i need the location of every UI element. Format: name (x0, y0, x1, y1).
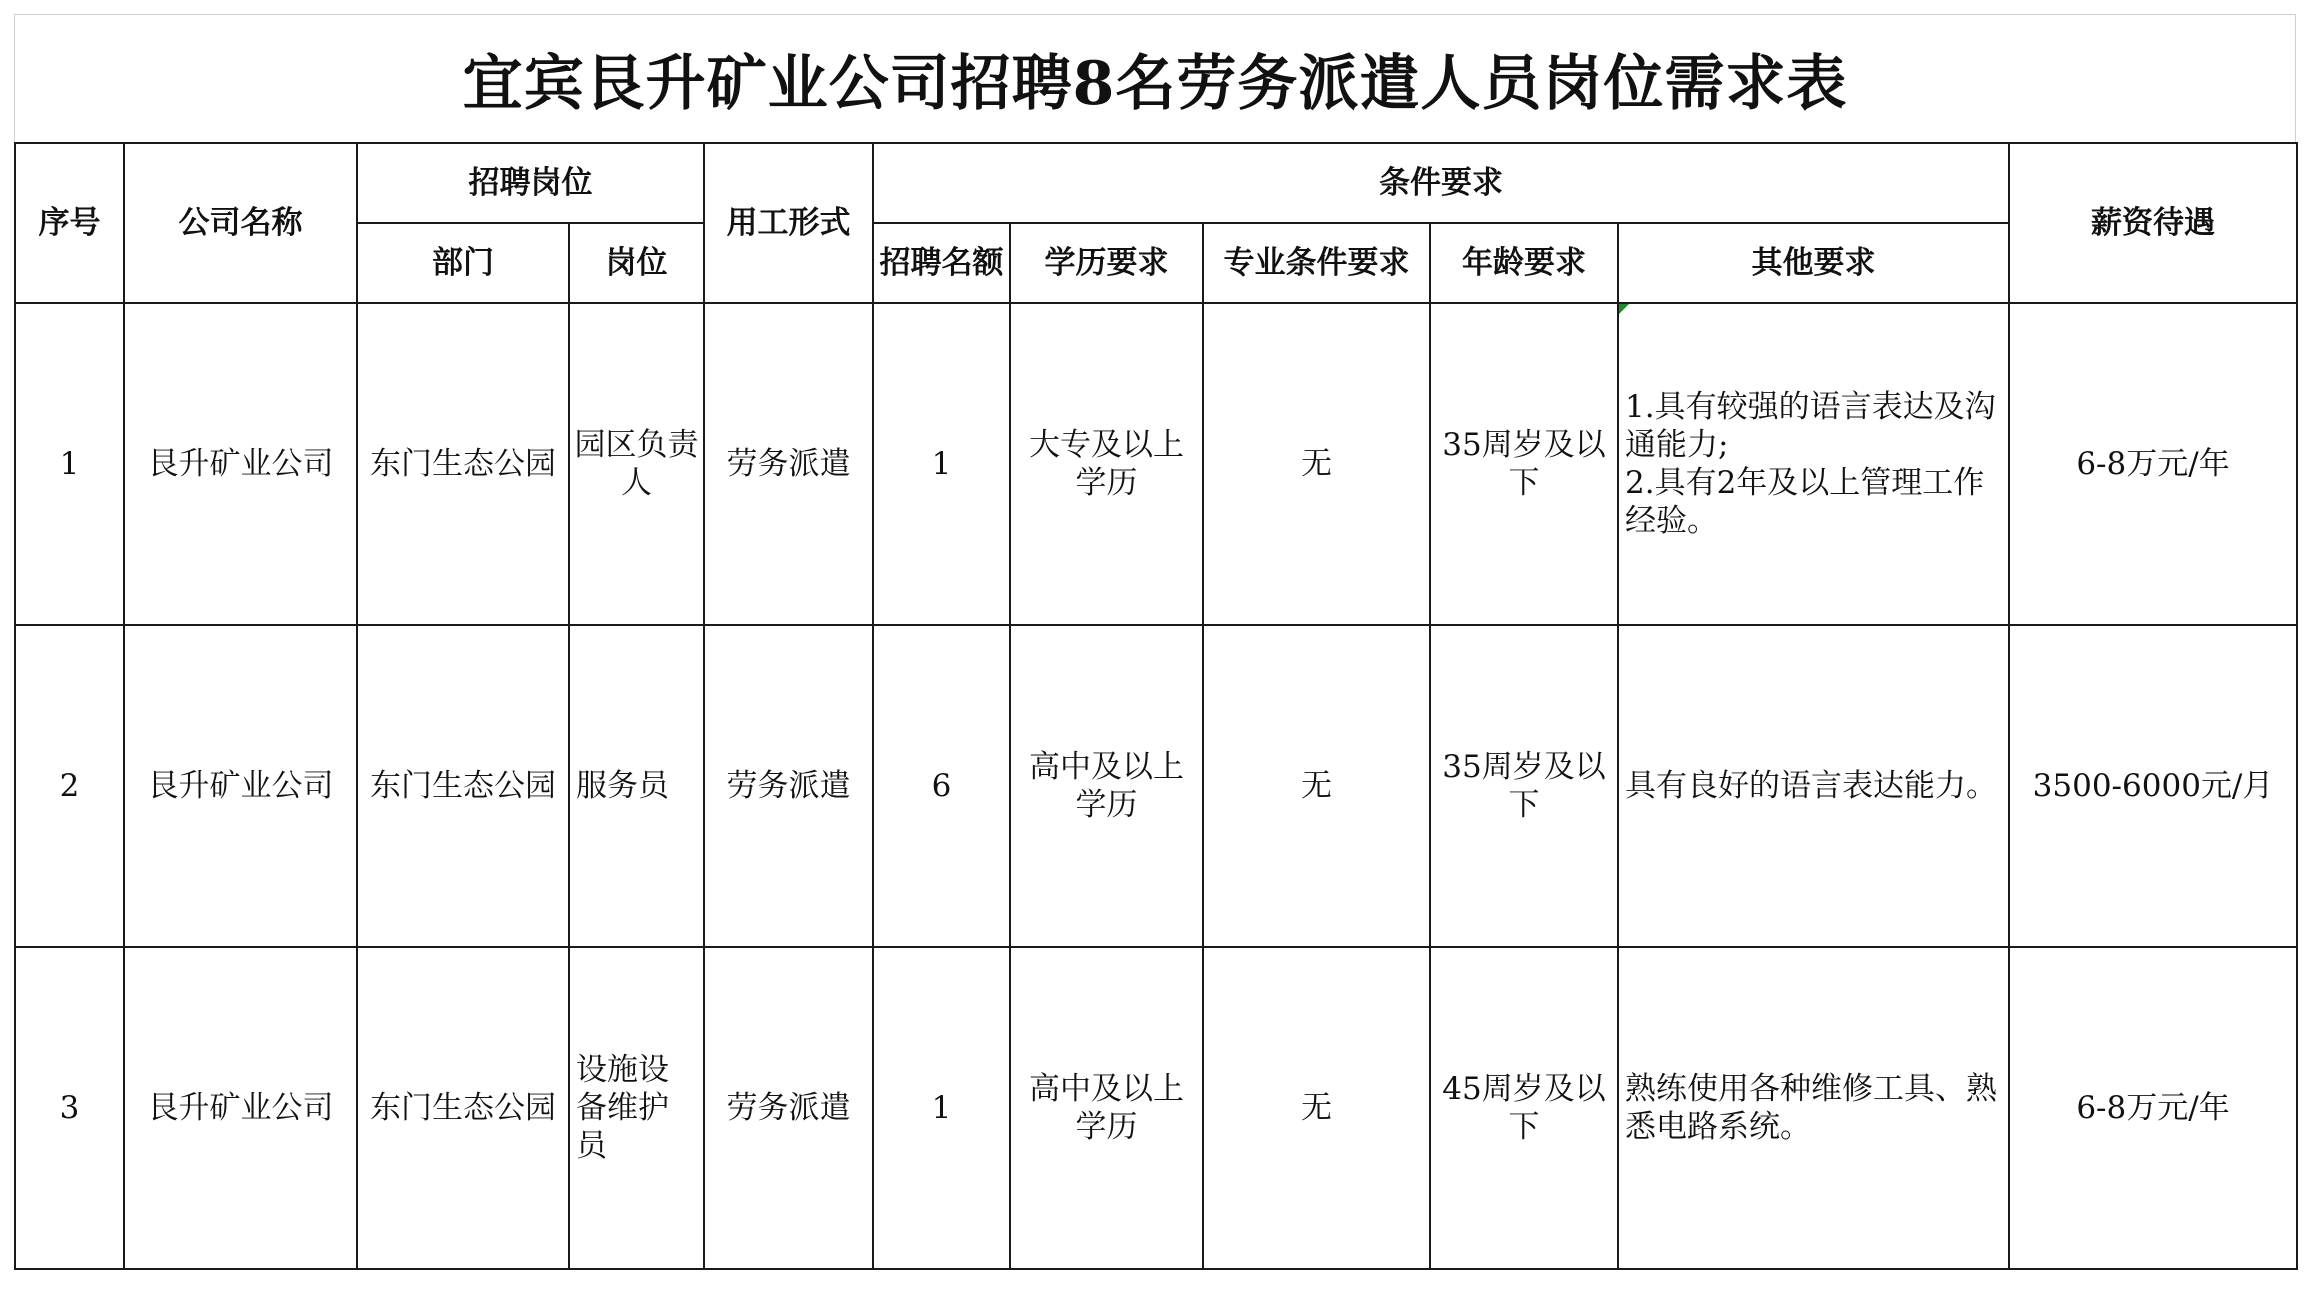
cell-education[interactable]: 高中及以上学历 (1010, 947, 1203, 1269)
cell-quota[interactable]: 1 (873, 947, 1010, 1269)
cell-major[interactable]: 无 (1203, 947, 1430, 1269)
header-conditions-group[interactable]: 条件要求 (873, 143, 2009, 223)
header-seq[interactable]: 序号 (15, 143, 124, 303)
cell-quota[interactable]: 6 (873, 625, 1010, 947)
cell-other[interactable]: 具有良好的语言表达能力。 (1618, 625, 2009, 947)
header-quota[interactable]: 招聘名额 (873, 223, 1010, 303)
table-row (15, 947, 2297, 1269)
header-position[interactable]: 岗位 (569, 223, 704, 303)
cell-education[interactable]: 高中及以上学历 (1010, 625, 1203, 947)
header-major[interactable]: 专业条件要求 (1203, 223, 1430, 303)
cell-salary[interactable]: 3500-6000元/月 (2009, 625, 2297, 947)
cell-comment-marker (1619, 304, 1629, 314)
cell-age[interactable]: 35周岁及以下 (1430, 303, 1618, 625)
header-employment[interactable]: 用工形式 (704, 143, 873, 303)
page-title: 宜宾艮升矿业公司招聘8名劳务派遣人员岗位需求表 (462, 48, 1848, 119)
cell-department[interactable]: 东门生态公园 (357, 303, 569, 625)
cell-company[interactable]: 艮升矿业公司 (124, 625, 357, 947)
cell-other[interactable] (1618, 303, 2009, 625)
cell-major[interactable]: 无 (1203, 625, 1430, 947)
cell-quota[interactable]: 1 (873, 303, 1010, 625)
header-salary[interactable]: 薪资待遇 (2009, 143, 2297, 303)
header-age[interactable]: 年龄要求 (1430, 223, 1618, 303)
cell-salary[interactable]: 6-8万元/年 (2009, 947, 2297, 1269)
cell-salary[interactable]: 6-8万元/年 (2009, 303, 2297, 625)
header-position-group[interactable]: 招聘岗位 (357, 143, 704, 223)
title-cell[interactable] (14, 14, 2296, 142)
cell-seq[interactable]: 3 (15, 947, 124, 1269)
requirements-table (14, 142, 2298, 1270)
cell-department[interactable]: 东门生态公园 (357, 625, 569, 947)
cell-department[interactable]: 东门生态公园 (357, 947, 569, 1269)
cell-company[interactable]: 艮升矿业公司 (124, 947, 357, 1269)
cell-position[interactable]: 设施设备维护员 (569, 947, 704, 1269)
header-other[interactable]: 其他要求 (1618, 223, 2009, 303)
header-company[interactable]: 公司名称 (124, 143, 357, 303)
cell-major[interactable]: 无 (1203, 303, 1430, 625)
cell-other-text: 1.具有较强的语言表达及沟通能力; 2.具有2年及以上管理工作经验。 (1625, 389, 1996, 539)
cell-age[interactable]: 35周岁及以下 (1430, 625, 1618, 947)
header-row-2 (15, 223, 2297, 303)
cell-employment[interactable]: 劳务派遣 (704, 947, 873, 1269)
cell-other[interactable]: 熟练使用各种维修工具、熟悉电路系统。 (1618, 947, 2009, 1269)
cell-seq[interactable]: 1 (15, 303, 124, 625)
cell-employment[interactable]: 劳务派遣 (704, 625, 873, 947)
header-education[interactable]: 学历要求 (1010, 223, 1203, 303)
cell-position[interactable]: 园区负责人 (569, 303, 704, 625)
header-row-1 (15, 143, 2297, 223)
cell-education[interactable]: 大专及以上学历 (1010, 303, 1203, 625)
table-row (15, 303, 2297, 625)
cell-age[interactable]: 45周岁及以下 (1430, 947, 1618, 1269)
table-row (15, 625, 2297, 947)
cell-position[interactable]: 服务员 (569, 625, 704, 947)
cell-seq[interactable]: 2 (15, 625, 124, 947)
spreadsheet (14, 14, 2296, 1276)
cell-employment[interactable]: 劳务派遣 (704, 303, 873, 625)
header-department[interactable]: 部门 (357, 223, 569, 303)
cell-company[interactable]: 艮升矿业公司 (124, 303, 357, 625)
